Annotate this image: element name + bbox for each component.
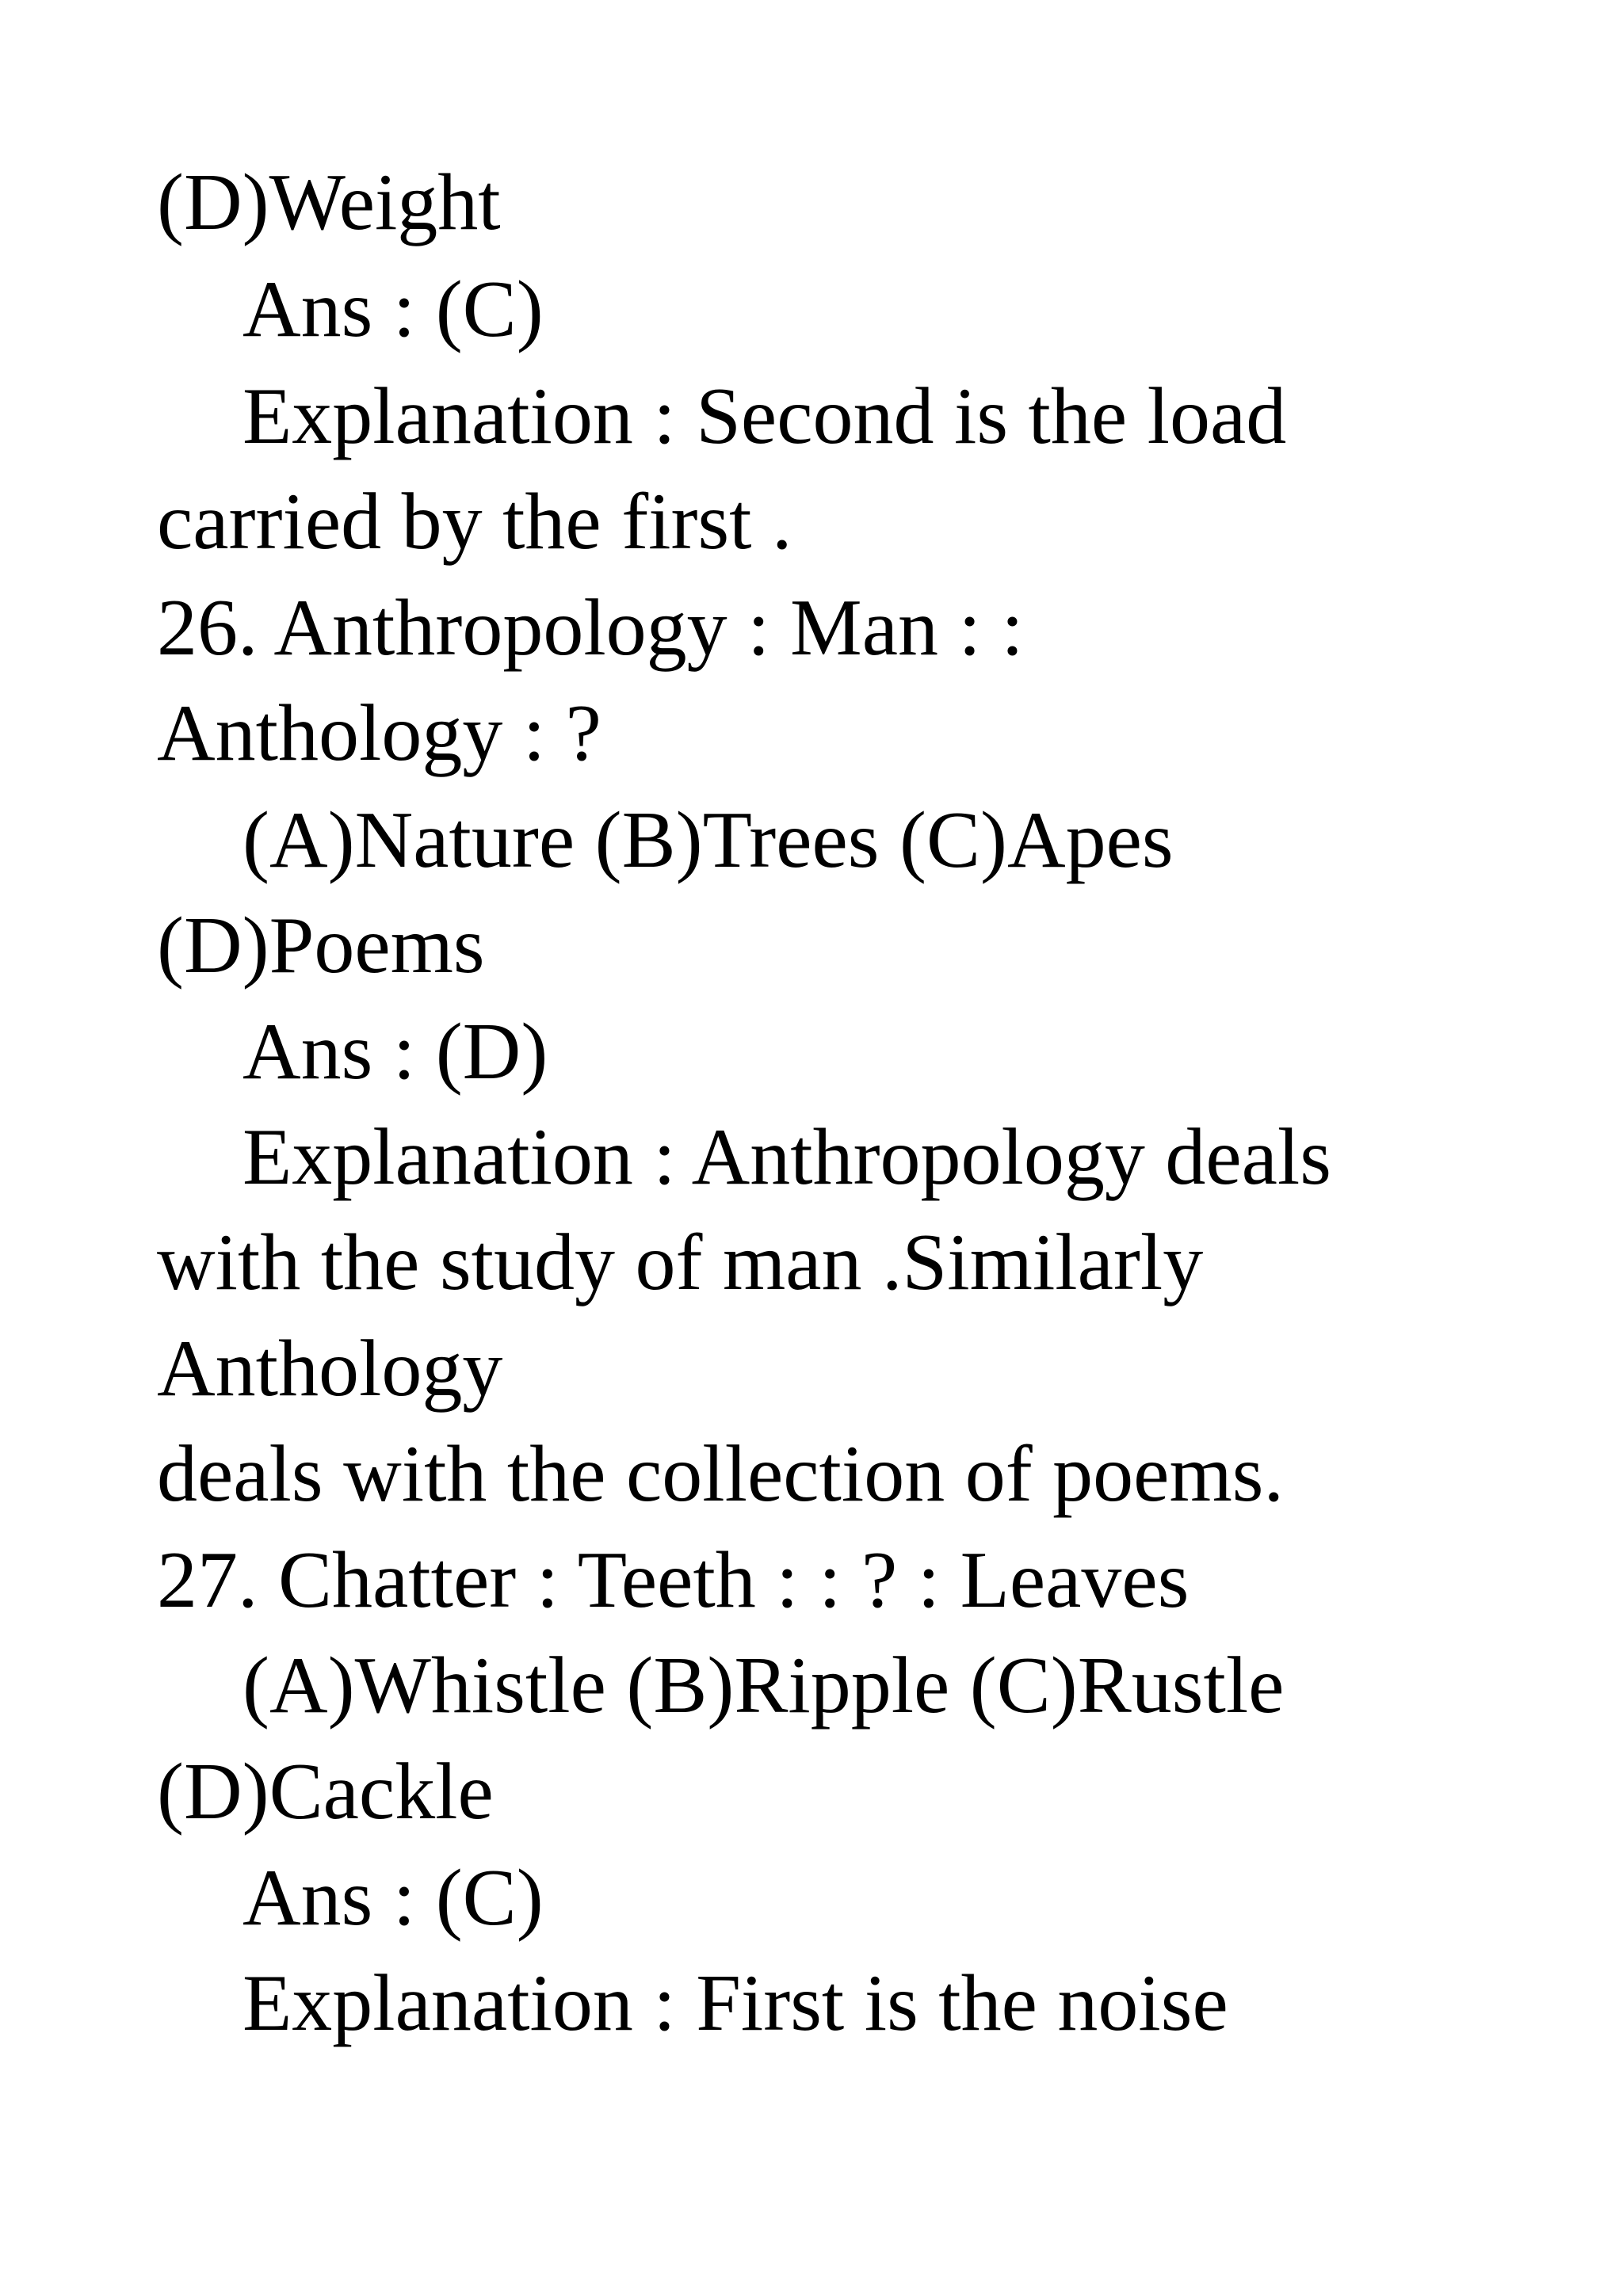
- option-d-weight: (D)Weight: [157, 158, 501, 247]
- answer-line: Ans : (D): [242, 1007, 548, 1097]
- question-26-options: (A)Nature (B)Trees (C)Apes: [242, 795, 1174, 885]
- explanation-continuation: with the study of man .Similarly: [157, 1218, 1204, 1307]
- answer-line: Ans : (C): [242, 265, 544, 354]
- explanation-continuation: carried by the first .: [157, 477, 792, 566]
- explanation-line: Explanation : Second is the load: [242, 372, 1287, 461]
- question-26-continuation: Anthology : ?: [157, 688, 601, 778]
- explanation-continuation: Anthology: [157, 1324, 503, 1413]
- question-26: 26. Anthropology : Man : :: [157, 583, 1024, 673]
- explanation-continuation: deals with the collection of poems.: [157, 1429, 1284, 1519]
- explanation-line: Explanation : First is the noise: [242, 1958, 1228, 2048]
- question-27: 27. Chatter : Teeth : : ? : Leaves: [157, 1535, 1190, 1625]
- question-26-option-d: (D)Poems: [157, 901, 485, 990]
- answer-line: Ans : (C): [242, 1853, 544, 1943]
- explanation-line: Explanation : Anthropology deals: [242, 1112, 1331, 1202]
- question-27-options: (A)Whistle (B)Ripple (C)Rustle: [242, 1641, 1285, 1730]
- question-27-option-d: (D)Cackle: [157, 1747, 494, 1836]
